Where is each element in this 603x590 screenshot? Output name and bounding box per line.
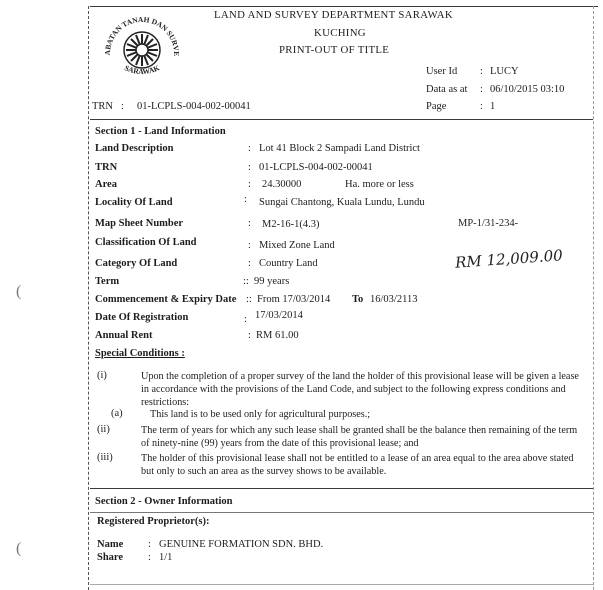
- field-sep: :: [248, 240, 251, 251]
- condition-num: (i): [97, 370, 107, 381]
- field-area-unit: Ha. more or less: [345, 179, 414, 190]
- field-label-classification: Classification Of Land: [95, 237, 197, 248]
- data-as-at-sep: :: [480, 84, 483, 95]
- owner-share-value: 1/1: [159, 552, 173, 563]
- department-name: LAND AND SURVEY DEPARTMENT SARAWAK: [214, 9, 453, 21]
- document-title: PRINT-OUT OF TITLE: [279, 44, 390, 56]
- department-seal: [96, 14, 188, 84]
- field-label-trn: TRN: [95, 162, 118, 173]
- field-label-map-sheet: Map Sheet Number: [95, 218, 184, 229]
- margin-mark: (: [16, 283, 22, 300]
- condition-num: (ii): [97, 424, 110, 435]
- condition-text: The term of years for which any such lease shall be granted shall be the balance then remaining of the term of ninety-nine (99) years from the date of this provisional lease; and: [141, 425, 578, 449]
- field-label-commencement: Commencement & Expiry Date: [95, 294, 237, 305]
- field-value-map-sheet: M2-16-1(4.3): [262, 219, 320, 230]
- field-value-trn: 01-LCPLS-004-002-00041: [259, 162, 373, 173]
- field-to-label: To: [352, 294, 364, 305]
- field-sep: :: [248, 179, 251, 190]
- data-as-at-label: Data as at: [426, 84, 468, 95]
- field-sep: :: [248, 162, 251, 173]
- page-sep: :: [480, 101, 483, 112]
- field-sep: :: [248, 218, 251, 229]
- header-divider: [90, 119, 593, 120]
- owner-name-label: Name: [97, 539, 124, 550]
- field-label-registration: Date Of Registration: [95, 312, 189, 323]
- registered-proprietor-heading: Registered Proprietor(s):: [97, 516, 210, 527]
- field-value-area: 24.30000: [262, 179, 302, 190]
- condition-num: (iii): [97, 452, 113, 463]
- page-value: 1: [490, 101, 496, 112]
- owner-name-sep: :: [148, 539, 151, 550]
- margin-mark: (: [16, 540, 22, 557]
- field-value-term: 99 years: [254, 276, 290, 287]
- field-value-locality: Sungai Chantong, Kuala Lundu, Lundu: [259, 197, 425, 208]
- field-sep: ::: [243, 276, 249, 287]
- condition-text: Upon the completion of a proper survey of the land the holder of this provisional lease will be given a lease in accordance with the provisions of the Land Code, and subject to the following express conditions and restrictions:: [141, 371, 579, 408]
- user-id-label: User Id: [426, 66, 458, 77]
- field-sep: :: [244, 194, 247, 205]
- condition-num: (a): [111, 408, 123, 419]
- field-value-land-description: Lot 41 Block 2 Sampadi Land District: [259, 143, 420, 154]
- handwritten-note: RM 12,009.00: [454, 246, 564, 272]
- field-sep: :: [248, 143, 251, 154]
- user-id-value: LUCY: [490, 66, 519, 77]
- field-sep: ::: [246, 294, 252, 305]
- special-conditions-title: Special Conditions :: [95, 348, 185, 359]
- field-label-land-description: Land Description: [95, 143, 174, 154]
- field-label-term: Term: [95, 276, 120, 287]
- field-value-classification: Mixed Zone Land: [259, 240, 335, 251]
- left-border: [88, 6, 89, 590]
- data-as-at-value: 06/10/2015 03:10: [490, 84, 565, 95]
- section2-title-underline: [90, 512, 593, 513]
- seal-text-bottom: SARAWAK: [123, 63, 161, 77]
- section1-title: Section 1 - Land Information: [95, 126, 226, 137]
- city-name: KUCHING: [314, 27, 366, 39]
- trn-header-sep: :: [121, 101, 124, 112]
- condition-text: This land is to be used only for agricultural purposes.;: [150, 409, 371, 420]
- field-label-annual-rent: Annual Rent: [95, 330, 153, 341]
- top-border: [90, 6, 598, 7]
- field-value-commencement: From 17/03/2014: [257, 294, 331, 305]
- field-map-sheet-ref: MP-1/31-234-: [458, 218, 519, 229]
- right-border: [593, 6, 594, 590]
- field-value-registration: 17/03/2014: [255, 310, 303, 321]
- section-divider: [90, 488, 593, 489]
- trn-header-label: TRN: [92, 101, 113, 112]
- field-value-annual-rent: RM 61.00: [256, 330, 299, 341]
- condition-text: The holder of this provisional lease shall not be entitled to a lease of an area equal to the area above stated but only to such an area as the survey shows to be available.: [141, 453, 574, 477]
- field-expiry-value: 16/03/2113: [370, 294, 418, 305]
- field-label-locality: Locality Of Land: [95, 197, 173, 208]
- field-sep: :: [248, 330, 251, 341]
- owner-share-label: Share: [97, 552, 124, 563]
- owner-name-value: GENUINE FORMATION SDN. BHD.: [159, 539, 324, 550]
- field-label-area: Area: [95, 179, 117, 190]
- field-value-category: Country Land: [259, 258, 318, 269]
- trn-header-value: 01-LCPLS-004-002-00041: [137, 101, 251, 112]
- user-id-sep: :: [480, 66, 483, 77]
- owner-share-sep: :: [148, 552, 151, 563]
- field-label-category: Category Of Land: [95, 258, 178, 269]
- field-sep: :: [248, 258, 251, 269]
- section2-title: Section 2 - Owner Information: [95, 496, 233, 507]
- field-sep: :: [244, 314, 247, 325]
- page-label: Page: [426, 101, 447, 112]
- bottom-divider: [90, 584, 593, 585]
- seal-text-top: ABATAN TANAH DAN SURVE: [102, 14, 182, 57]
